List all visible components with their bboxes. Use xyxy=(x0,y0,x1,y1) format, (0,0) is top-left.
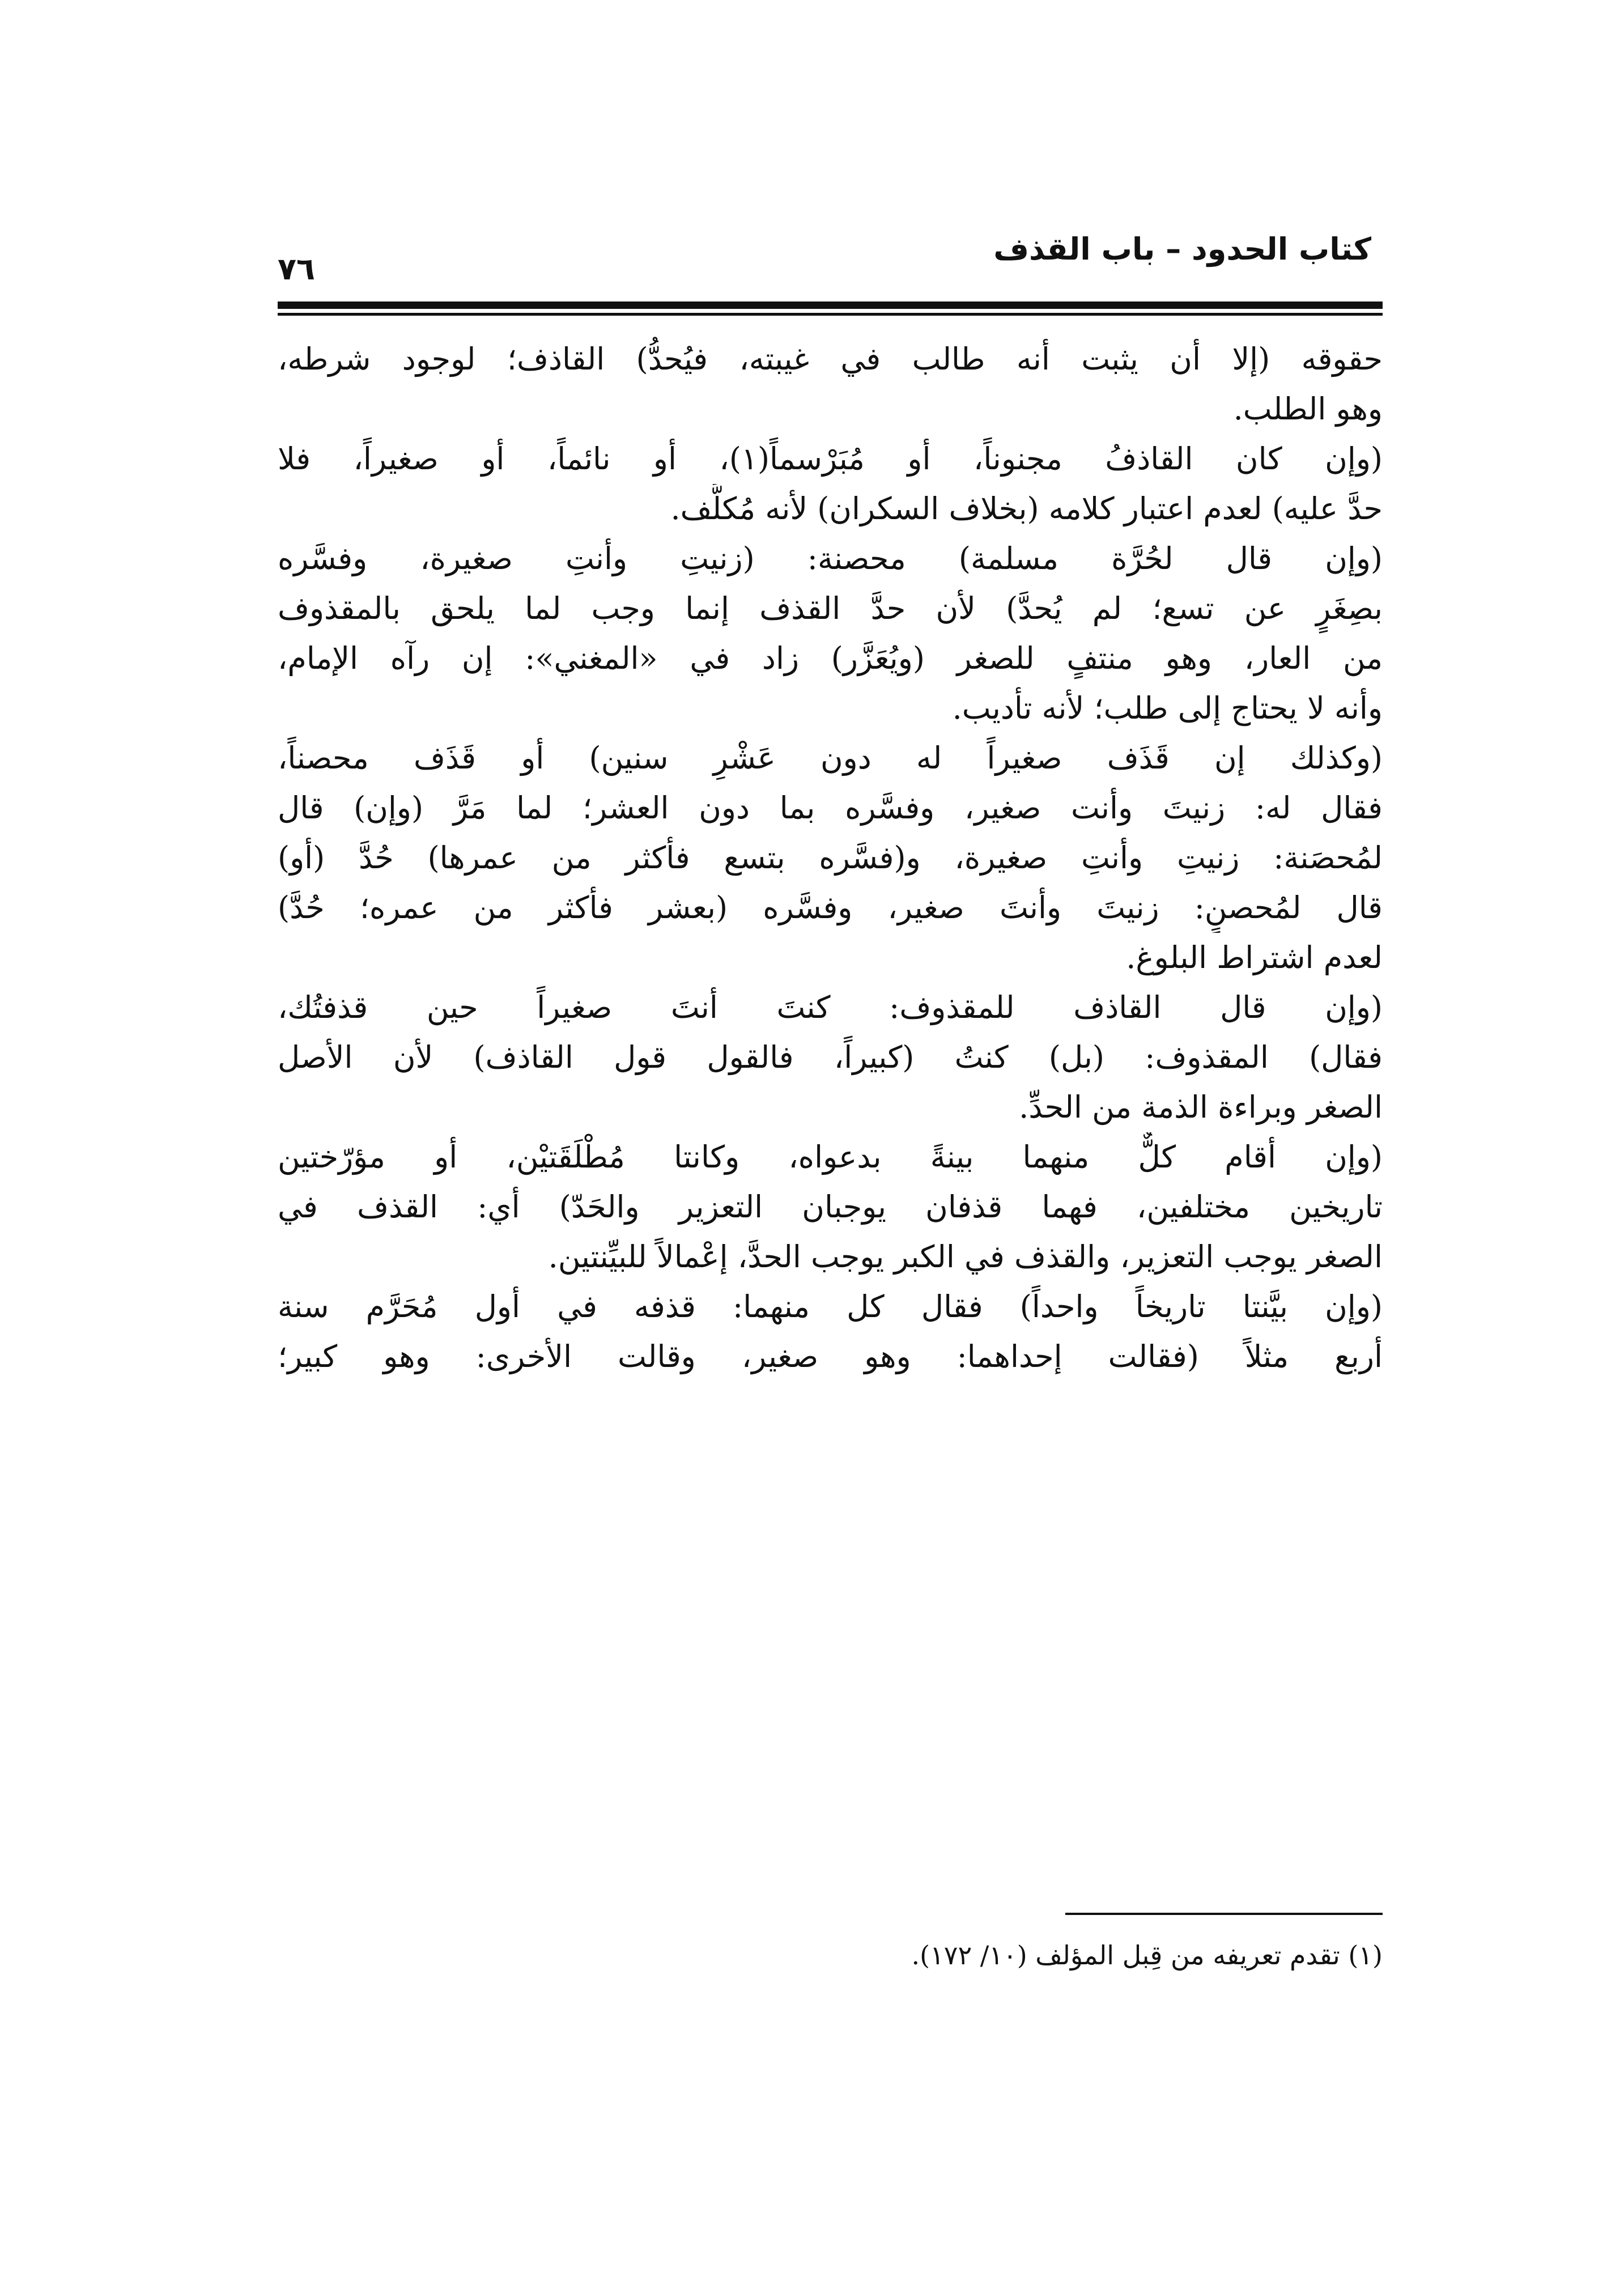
text-line: لمُحصَنة: زنيتِ وأنتِ صغيرة، و(فسَّره بتسع فأكثر من عمرها) حُدَّ (أو) xyxy=(278,840,1383,876)
text-line: وأنه لا يحتاج إلى طلب؛ لأنه تأديب. xyxy=(952,690,1383,726)
text-line: الصغر يوجب التعزير، والقذف في الكبر يوجب الحدَّ، إعْمالاً للبيِّنتين. xyxy=(548,1239,1383,1275)
text-line: تاريخين مختلفين، فهما قذفان يوجبان التعزير والحَدّ) أي: القذف في xyxy=(278,1189,1383,1225)
main-text xyxy=(278,334,1383,1382)
text-line: (وإن قال القاذف للمقذوف: كنتَ أنتَ صغيراً حين قذفتُك، xyxy=(278,990,1383,1025)
text-line: (وإن كان القاذفُ مجنوناً، أو مُبَرْسماً(١)، أو نائماً، أو صغيراً، فلا xyxy=(278,441,1383,477)
header-rule-thick xyxy=(278,302,1383,309)
text-line: حقوقه (إلا أن يثبت أنه طالب في غيبته، فيُحدُّ) القاذف؛ لوجود شرطه، xyxy=(278,341,1383,377)
text-line: (وإن قال لحُرَّة مسلمة) محصنة: (زنيتِ وأنتِ صغيرة، وفسَّره xyxy=(278,541,1383,576)
footnote-separator xyxy=(1065,1913,1383,1915)
text-line: أربع مثلاً (فقالت إحداهما: وهو صغير، وقالت الأخرى: وهو كبير؛ xyxy=(278,1339,1383,1374)
text-line: من العار، وهو منتفٍ للصغر (ويُعَزَّر) زاد في «المغني»: إن رآه الإمام، xyxy=(278,640,1383,676)
text-line: بصِغَرٍ عن تسع؛ لم يُحدَّ) لأن حدَّ القذف إنما وجب لما يلحق بالمقذوف xyxy=(278,591,1383,626)
text-line: حدَّ عليه) لعدم اعتبار كلامه (بخلاف السكران) لأنه مُكلَّف. xyxy=(670,491,1383,526)
text-line: لعدم اشتراط البلوغ. xyxy=(1126,940,1383,975)
page-number: ٧٦ xyxy=(278,251,315,287)
running-header-title: كتاب الحدود – باب القذف xyxy=(993,231,1371,267)
text-line: الصغر وبراءة الذمة من الحدِّ. xyxy=(1019,1089,1383,1125)
text-line: (وإن بيَّنتا تاريخاً واحداً) فقال كل منهما: قذفه في أول مُحَرَّم سنة xyxy=(278,1289,1383,1324)
text-line: فقال له: زنيتَ وأنت صغير، وفسَّره بما دون العشر؛ لما مَرَّ (وإن) قال xyxy=(278,790,1383,826)
text-line: فقال) المقذوف: (بل) كنتُ (كبيراً، فالقول قول القاذف) لأن الأصل xyxy=(278,1039,1383,1075)
text-line: (وإن أقام كلٌّ منهما بينةً بدعواه، وكانتا مُطْلَقَتيْن، أو مؤرّختين xyxy=(278,1139,1383,1175)
header-rule-thin xyxy=(278,313,1383,316)
footnote: (١) تقدم تعريفه من قِبل المؤلف (١٠/ ١٧٢). xyxy=(911,1940,1383,1971)
text-line: وهو الطلب. xyxy=(1233,391,1383,427)
text-line: قال لمُحصنٍ: زنيتَ وأنتَ صغير، وفسَّره (بعشر فأكثر من عمره؛ حُدَّ) xyxy=(278,890,1383,925)
text-line: (وكذلك إن قَذَف صغيراً له دون عَشْرِ سنين) أو قَذَف محصناً، xyxy=(278,740,1383,776)
